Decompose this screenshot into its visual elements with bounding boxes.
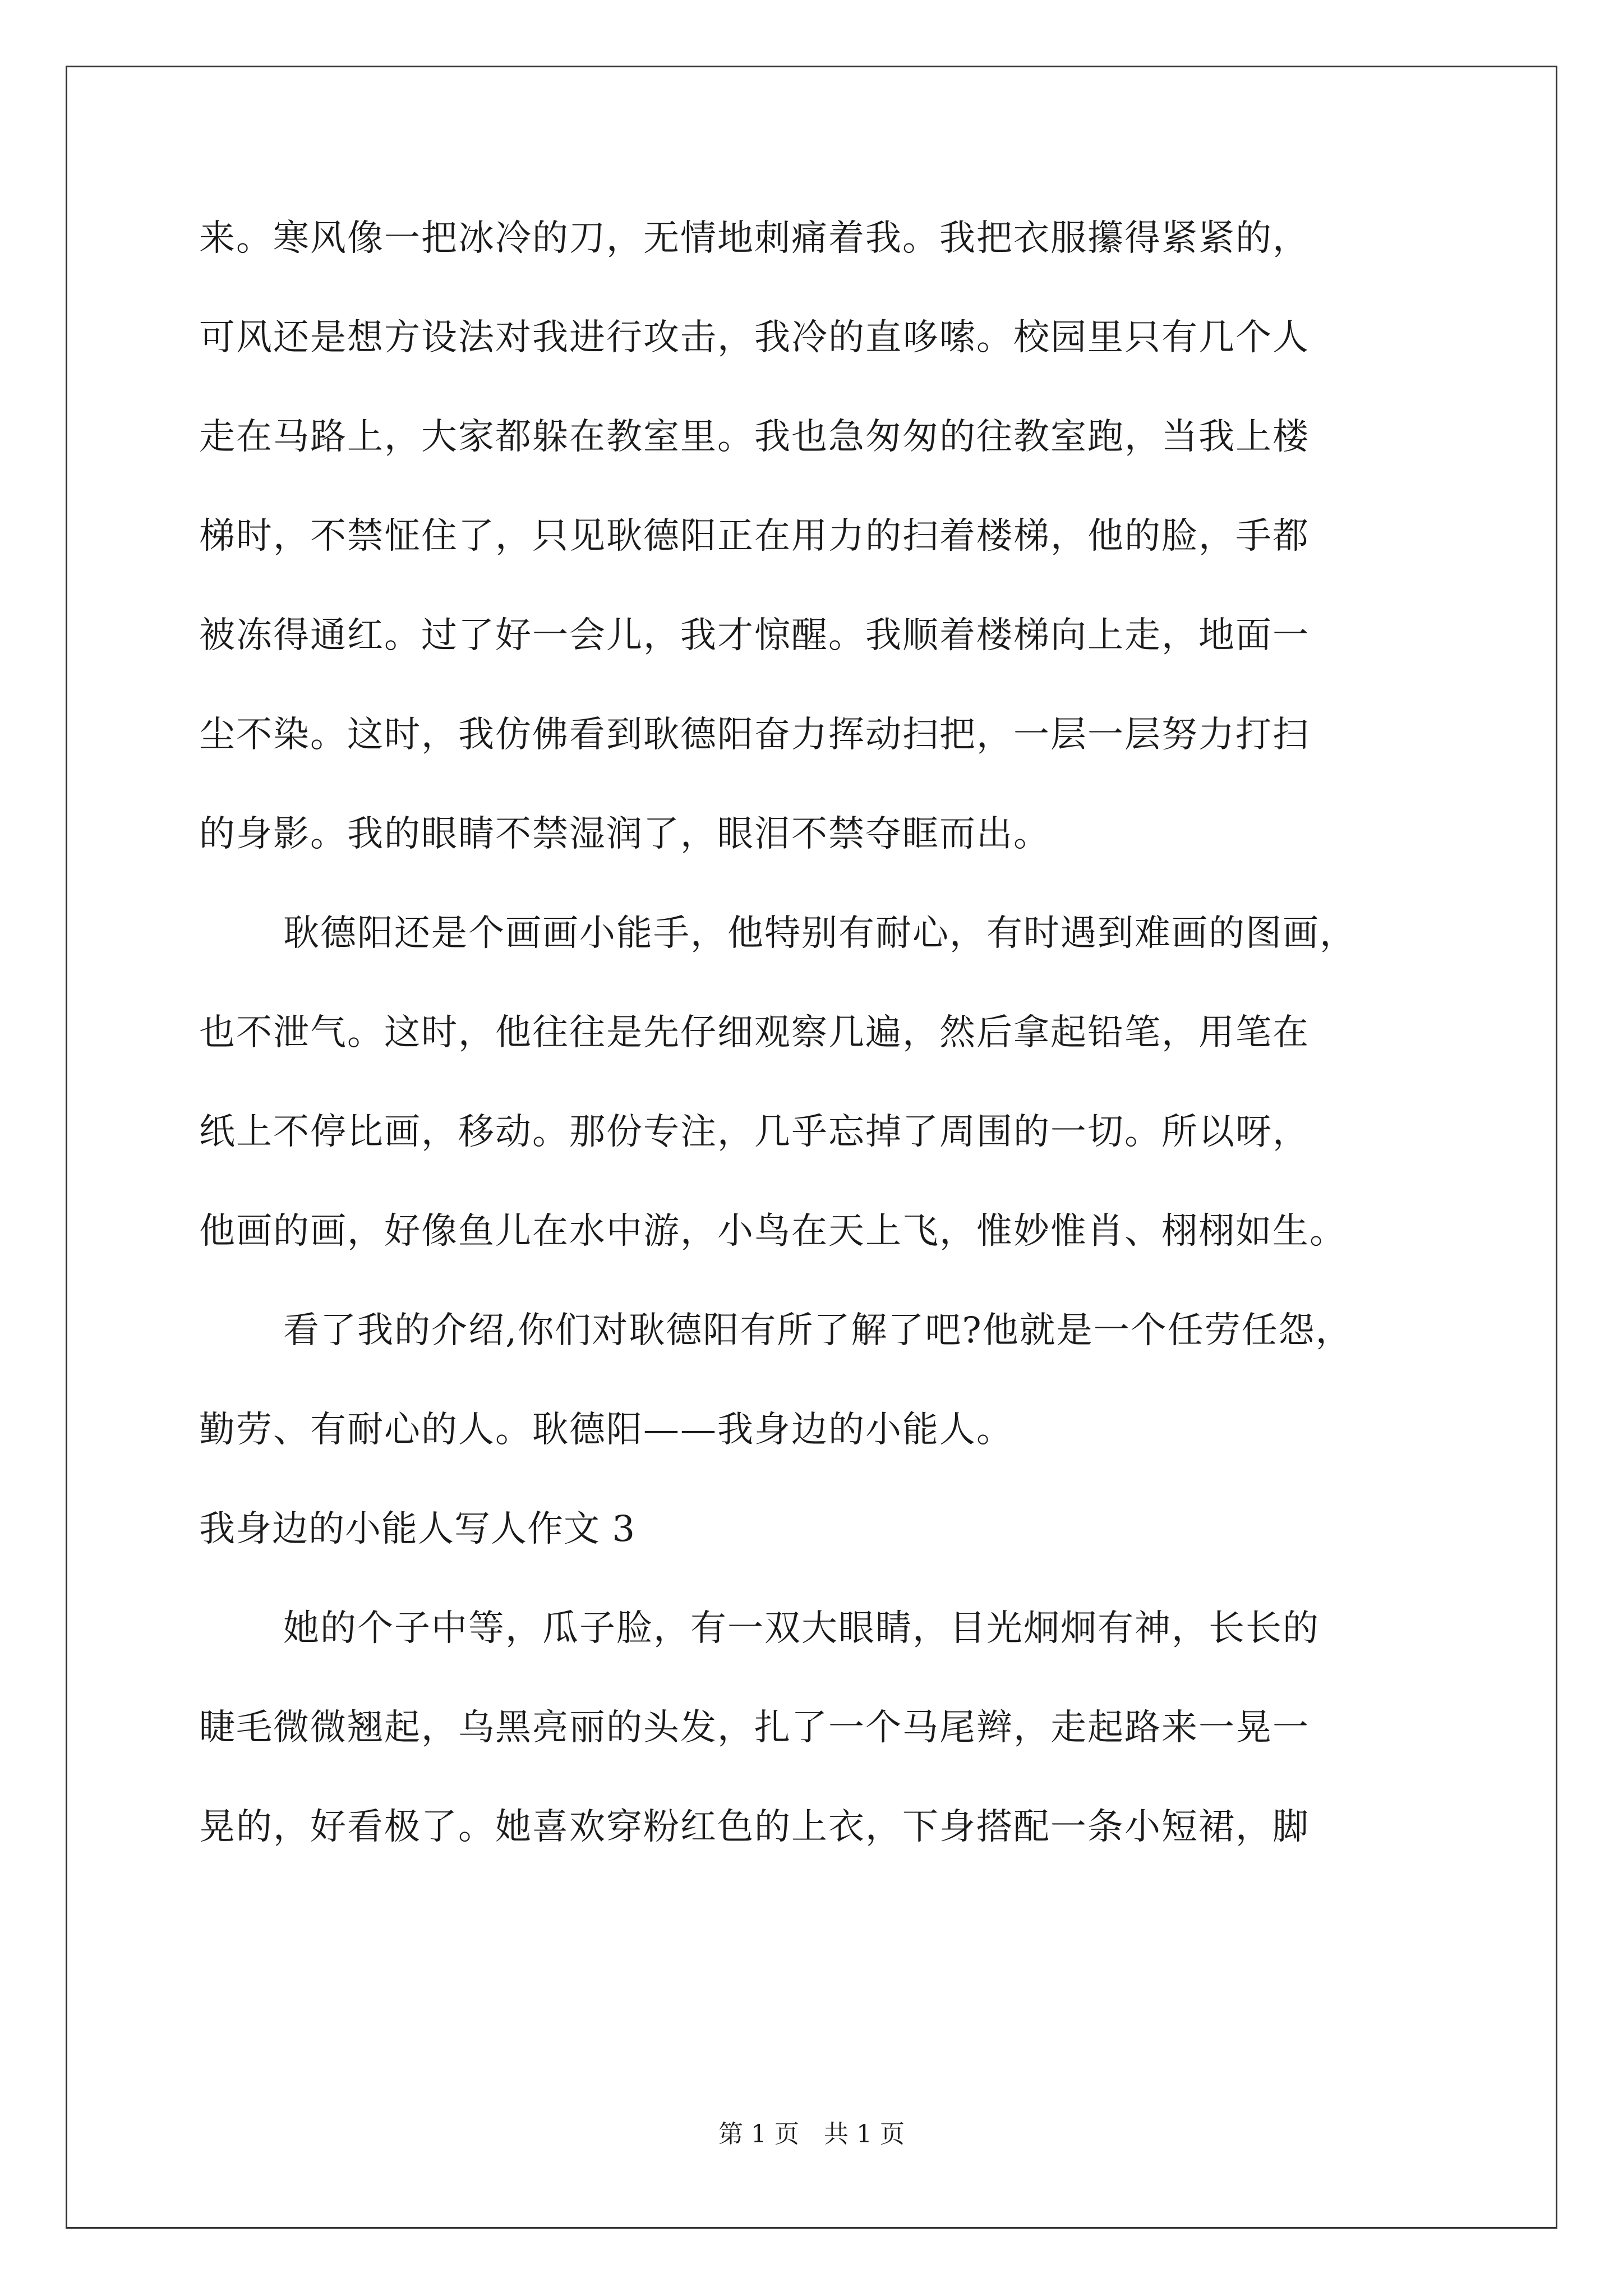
document-body bbox=[199, 208, 1433, 1895]
paragraph-start-line: 耿德阳还是个画画小能手，他特别有耐心，有时遇到难画的图画， bbox=[283, 913, 1357, 954]
text-line: 被冻得通红。过了好一会儿，我才惊醒。我顺着楼梯向上走，地面一 bbox=[199, 615, 1310, 656]
paragraph-start-line: 看了我的介绍,你们对耿德阳有所了解了吧?他就是一个任劳任怨， bbox=[283, 1310, 1353, 1351]
text-line: 勤劳、有耐心的人。耿德阳——我身边的小能人。 bbox=[199, 1409, 1013, 1451]
page-footer: 第 1 页 共 1 页 bbox=[718, 2120, 905, 2148]
paragraph-start-line: 她的个子中等，瓜子脸，有一双大眼睛，目光炯炯有神，长长的 bbox=[283, 1608, 1320, 1649]
section-heading: 我身边的小能人写人作文 3 bbox=[199, 1508, 636, 1550]
text-line: 尘不染。这时，我仿佛看到耿德阳奋力挥动扫把，一层一层努力打扫 bbox=[199, 714, 1310, 756]
text-line: 晃的，好看极了。她喜欢穿粉红色的上衣，下身搭配一条小短裙，脚 bbox=[199, 1806, 1310, 1848]
text-line: 也不泄气。这时，他往往是先仔细观察几遍，然后拿起铅笔，用笔在 bbox=[199, 1012, 1310, 1053]
text-line: 纸上不停比画，移动。那份专注，几乎忘掉了周围的一切。所以呀， bbox=[199, 1111, 1310, 1153]
text-line: 他画的画，好像鱼儿在水中游，小鸟在天上飞，惟妙惟肖、栩栩如生。 bbox=[199, 1211, 1347, 1252]
text-line: 梯时，不禁怔住了，只见耿德阳正在用力的扫着楼梯，他的脸，手都 bbox=[199, 516, 1310, 557]
text-line: 睫毛微微翘起，乌黑亮丽的头发，扎了一个马尾辫，走起路来一晃一 bbox=[199, 1707, 1310, 1749]
text-line: 的身影。我的眼睛不禁湿润了，眼泪不禁夺眶而出。 bbox=[199, 813, 1050, 855]
text-line: 来。寒风像一把冰冷的刀，无情地刺痛着我。我把衣服攥得紧紧的， bbox=[199, 218, 1310, 259]
text-line: 可风还是想方设法对我进行攻击，我冷的直哆嗦。校园里只有几个人 bbox=[199, 317, 1310, 358]
text-line: 走在马路上，大家都躲在教室里。我也急匆匆的往教室跑，当我上楼 bbox=[199, 416, 1310, 458]
